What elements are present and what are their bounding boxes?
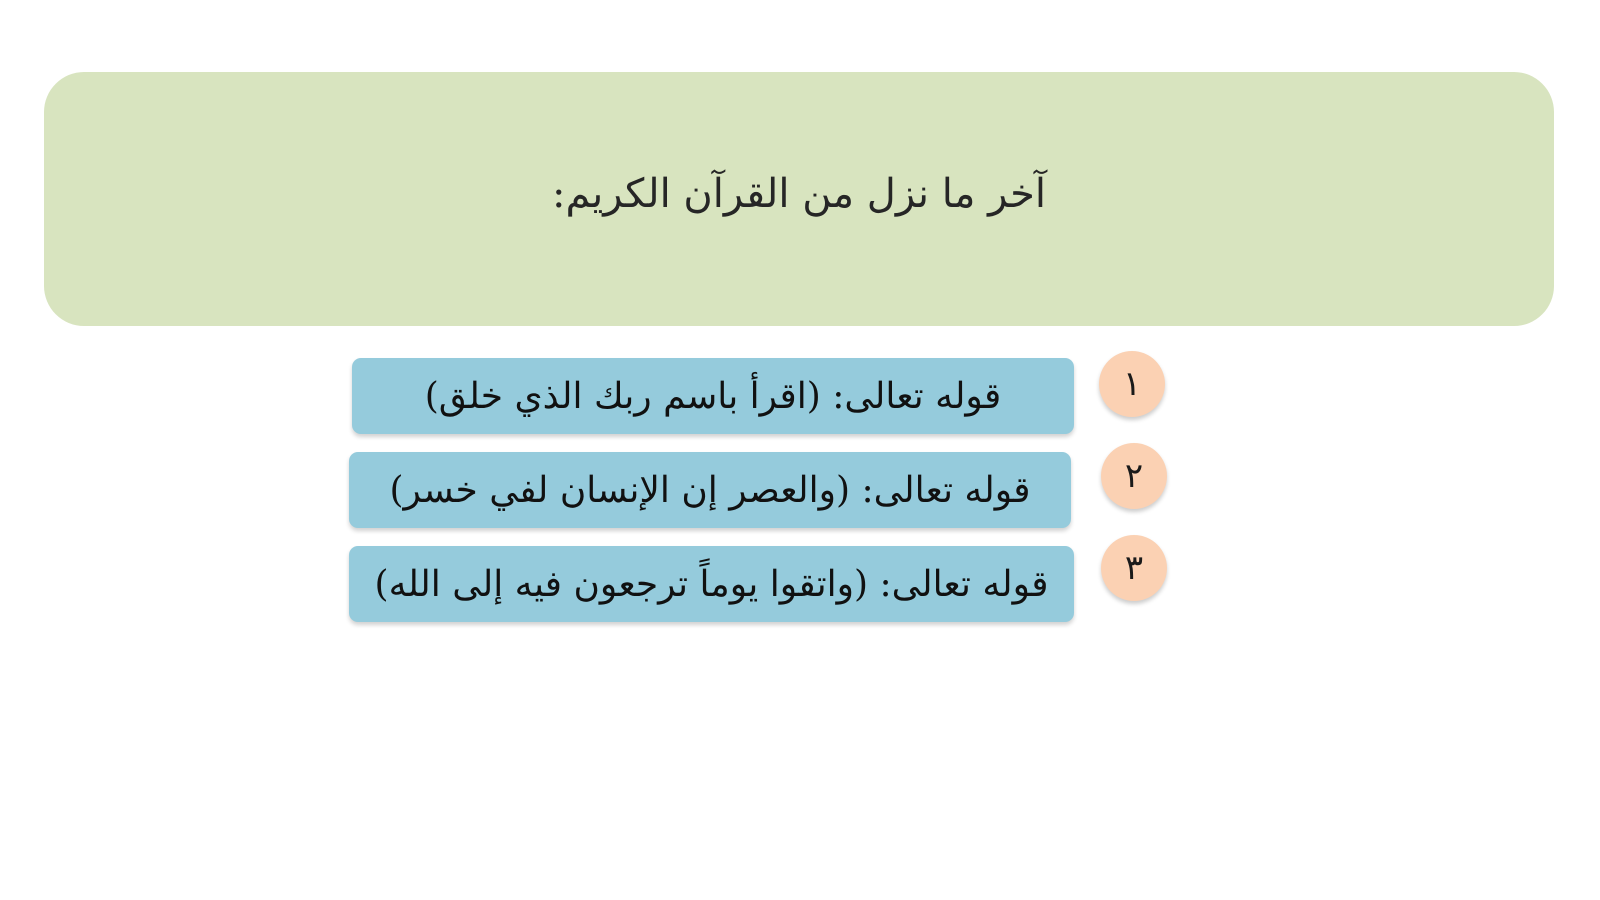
answer-option-text: قوله تعالى: (اقرأ باسم ربك الذي خلق) bbox=[424, 375, 1002, 417]
question-box bbox=[44, 72, 1554, 326]
answer-option-text: قوله تعالى: (واتقوا يوماً ترجعون فيه إلى الله) bbox=[374, 563, 1049, 605]
answer-option-3[interactable] bbox=[349, 546, 1074, 622]
option-number-badge-3[interactable]: ٣ bbox=[1101, 535, 1167, 601]
answer-option-text: قوله تعالى: (والعصر إن الإنسان لفي خسر) bbox=[389, 469, 1031, 511]
answer-option-2[interactable] bbox=[349, 452, 1071, 528]
option-number-badge-1[interactable]: ١ bbox=[1099, 351, 1165, 417]
option-number-badge-2[interactable]: ٢ bbox=[1101, 443, 1167, 509]
answer-option-1[interactable] bbox=[352, 358, 1074, 434]
question-text: آخر ما نزل من القرآن الكريم: bbox=[551, 171, 1047, 217]
